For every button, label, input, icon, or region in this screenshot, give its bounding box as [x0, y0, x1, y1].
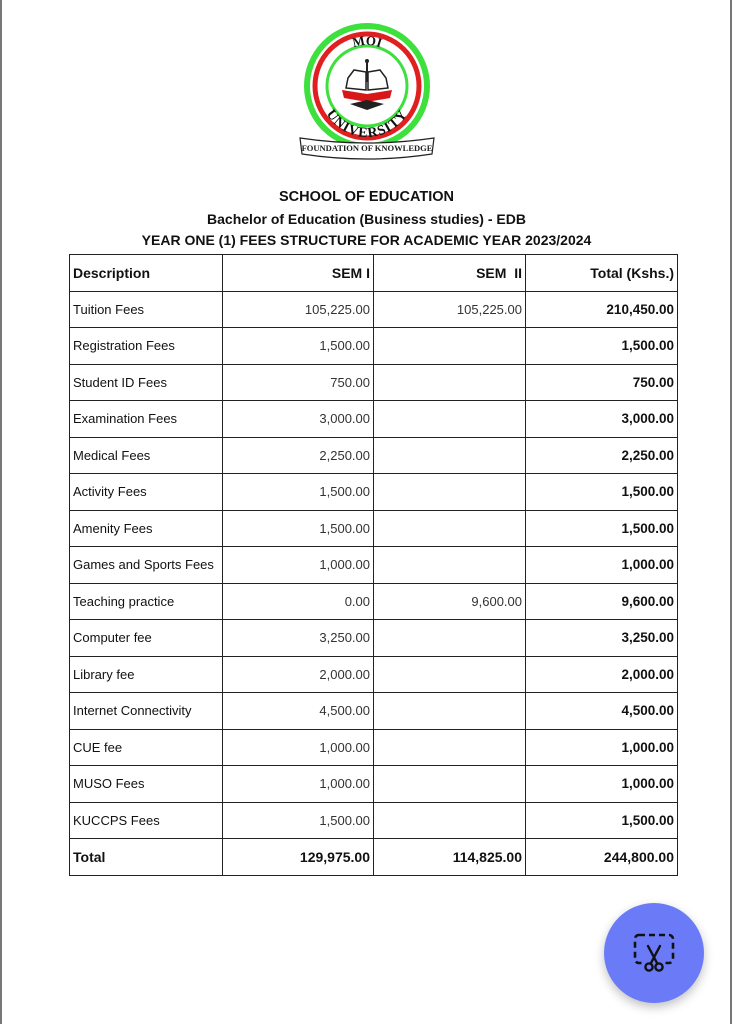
fee-total: 3,250.00	[526, 620, 678, 657]
fee-sem1: 750.00	[223, 364, 374, 401]
table-row	[70, 693, 678, 730]
fee-sem1: 1,500.00	[223, 474, 374, 511]
fee-total: 9,600.00	[526, 583, 678, 620]
fee-sem1: 1,000.00	[223, 729, 374, 766]
table-row	[70, 547, 678, 584]
total-row	[70, 839, 678, 876]
fee-total: 3,000.00	[526, 401, 678, 438]
svg-text:FOUNDATION OF KNOWLEDGE: FOUNDATION OF KNOWLEDGE	[301, 143, 433, 153]
fee-sem2	[374, 401, 526, 438]
fee-total: 2,250.00	[526, 437, 678, 474]
screenshot-crop-button[interactable]	[604, 903, 704, 1003]
fee-description: Activity Fees	[70, 474, 223, 511]
fee-sem1: 4,500.00	[223, 693, 374, 730]
fee-description: Medical Fees	[70, 437, 223, 474]
fee-sem2	[374, 328, 526, 365]
fee-sem2	[374, 656, 526, 693]
fees-table	[69, 254, 678, 876]
table-row	[70, 510, 678, 547]
table-header-row	[70, 255, 678, 292]
school-title: SCHOOL OF EDUCATION	[278, 189, 455, 205]
fees-structure-title: YEAR ONE (1) FEES STRUCTURE FOR ACADEMIC YEAR 2023/2024	[141, 232, 592, 248]
fee-total: 1,500.00	[526, 474, 678, 511]
fee-sem2	[374, 729, 526, 766]
column-header-total: Total (Kshs.)	[526, 255, 678, 292]
fee-sem1: 1,500.00	[223, 802, 374, 839]
total-label: Total	[70, 839, 223, 876]
table-row	[70, 729, 678, 766]
fee-sem2: 105,225.00	[374, 291, 526, 328]
table-row	[70, 802, 678, 839]
fee-sem2	[374, 437, 526, 474]
fee-sem1: 105,225.00	[223, 291, 374, 328]
column-header-sem2: SEM II	[374, 255, 526, 292]
fee-total: 1,500.00	[526, 802, 678, 839]
fee-sem2: 9,600.00	[374, 583, 526, 620]
fee-description: Registration Fees	[70, 328, 223, 365]
total-grand: 244,800.00	[526, 839, 678, 876]
fee-description: MUSO Fees	[70, 766, 223, 803]
fee-total: 1,500.00	[526, 510, 678, 547]
fee-total: 750.00	[526, 364, 678, 401]
fee-sem1: 2,000.00	[223, 656, 374, 693]
fee-description: Games and Sports Fees	[70, 547, 223, 584]
screenshot-crop-scissors-icon	[631, 930, 677, 976]
fee-sem2	[374, 693, 526, 730]
table-row	[70, 620, 678, 657]
fee-sem1: 1,000.00	[223, 766, 374, 803]
fee-total: 4,500.00	[526, 693, 678, 730]
total-sem2: 114,825.00	[374, 839, 526, 876]
fee-description: Library fee	[70, 656, 223, 693]
fee-total: 1,500.00	[526, 328, 678, 365]
fee-total: 2,000.00	[526, 656, 678, 693]
fee-description: Tuition Fees	[70, 291, 223, 328]
fee-sem1: 1,000.00	[223, 547, 374, 584]
fee-sem2	[374, 510, 526, 547]
table-row	[70, 437, 678, 474]
fee-sem1: 2,250.00	[223, 437, 374, 474]
fee-sem1: 1,500.00	[223, 510, 374, 547]
table-row	[70, 583, 678, 620]
column-header-description: Description	[70, 255, 223, 292]
fee-sem2	[374, 364, 526, 401]
fee-sem1: 3,250.00	[223, 620, 374, 657]
fee-total: 1,000.00	[526, 729, 678, 766]
fee-sem2	[374, 802, 526, 839]
fee-sem1: 3,000.00	[223, 401, 374, 438]
svg-text:MOI: MOI	[351, 32, 384, 51]
fee-description: Amenity Fees	[70, 510, 223, 547]
table-row	[70, 474, 678, 511]
fee-description: Teaching practice	[70, 583, 223, 620]
fee-sem1: 0.00	[223, 583, 374, 620]
fee-description: Student ID Fees	[70, 364, 223, 401]
fee-total: 1,000.00	[526, 766, 678, 803]
fee-description: CUE fee	[70, 729, 223, 766]
fee-total: 1,000.00	[526, 547, 678, 584]
fee-sem2	[374, 474, 526, 511]
table-row	[70, 291, 678, 328]
fee-total: 210,450.00	[526, 291, 678, 328]
table-row	[70, 656, 678, 693]
table-row	[70, 766, 678, 803]
table-row	[70, 401, 678, 438]
fee-sem2	[374, 547, 526, 584]
fee-sem2	[374, 620, 526, 657]
moi-university-crest-icon	[292, 20, 442, 165]
svg-text:UNIVERSITY: UNIVERSITY	[322, 107, 412, 142]
fee-description: KUCCPS Fees	[70, 802, 223, 839]
fee-description: Computer fee	[70, 620, 223, 657]
column-header-sem1: SEM I	[223, 255, 374, 292]
fee-description: Internet Connectivity	[70, 693, 223, 730]
university-logo	[292, 20, 442, 165]
table-row	[70, 328, 678, 365]
total-sem1: 129,975.00	[223, 839, 374, 876]
fee-sem1: 1,500.00	[223, 328, 374, 365]
programme-title: Bachelor of Education (Business studies) - EDB	[207, 211, 526, 227]
fee-description: Examination Fees	[70, 401, 223, 438]
page-edge-right	[730, 0, 732, 1024]
table-row	[70, 364, 678, 401]
page-edge-left	[0, 0, 2, 1024]
fee-sem2	[374, 766, 526, 803]
